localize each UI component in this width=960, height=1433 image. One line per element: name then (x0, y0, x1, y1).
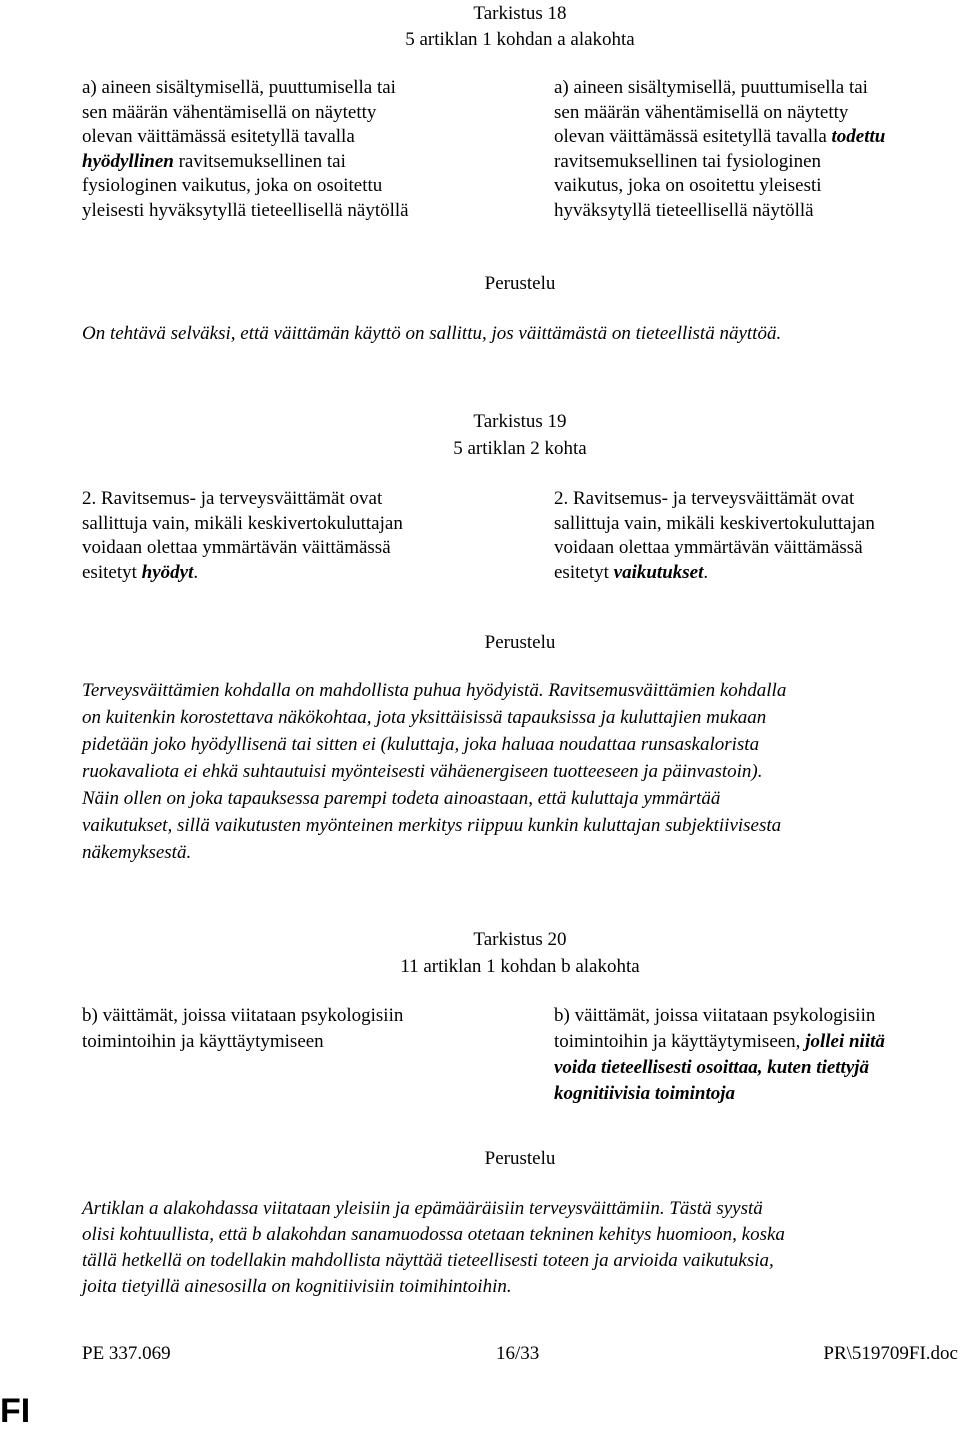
text-line (82, 561, 512, 586)
text-fragment: . (193, 561, 199, 583)
text-line: Terveysväittämien kohdalla on mahdollista puhua hyödyistä. Ravitsemusväittämien kohdalla (82, 680, 787, 701)
text-line: ruokavaliota ei ehkä suhtautuisi myönteisesti vähäenergiseen tuotteeseen ja päinvastoin). (82, 761, 763, 782)
inserted-text-emphasis: todettu (831, 126, 886, 147)
text-line: sen määrän vähentämisellä on näytetty (82, 101, 377, 123)
text-fragment: esitetyt (82, 561, 142, 583)
amendment-20-justification-label: Perustelu (484, 1148, 556, 1169)
text-line: Näin ollen on joka tapauksessa parempi todeta ainoastaan, että kuluttaja ymmärtää (82, 788, 721, 809)
language-code: FI (0, 1392, 31, 1430)
amendment-19-amended-text (554, 487, 960, 585)
footer-doc-ref: PE 337.069 (82, 1343, 171, 1364)
text-fragment: esitetyt (554, 561, 614, 583)
text-line: toimintoihin ja käyttäytymiseen (82, 1031, 324, 1052)
text-line (554, 561, 960, 586)
inserted-text-line: voida tieteellisesti osoittaa, kuten tiettyjä (554, 1057, 870, 1078)
amendment-20-title: Tarkistus 20 (473, 929, 567, 950)
amendment-20-subtitle: 11 artiklan 1 kohdan b alakohta (400, 956, 640, 977)
text-line: pidetään joko hyödyllisenä tai sitten ei (kuluttaja, joka haluaa noudattaa runsaskalorista (82, 734, 760, 755)
text-line: fysiologinen vaikutus, joka on osoitettu (82, 175, 383, 196)
text-line: vaikutukset, sillä vaikutusten myönteinen merkitys riippuu kunkin kuluttajan subjektiivisesta (82, 815, 782, 836)
text-line: tällä hetkellä on todellakin mahdollista näyttää tieteellisesti toteen ja arvioida vaikutuksia, (82, 1250, 774, 1271)
amendment-20-original-text (82, 1003, 512, 1055)
amendment-18-subtitle: 5 artiklan 1 kohdan a alakohta (405, 29, 635, 50)
text-line: a) aineen sisältymisellä, puuttumisella tai (554, 77, 868, 98)
text-line: b) väittämät, joissa viitataan psykologisiin (82, 1005, 404, 1026)
text-fragment: . (703, 561, 709, 583)
text-line (82, 150, 512, 175)
text-line: olisi kohtuullista, että b alakohdan sanamuodossa otetaan tekninen kehitys huomioon, koska (82, 1224, 785, 1245)
text-line: voidaan olettaa ymmärtävän väittämässä (82, 537, 391, 558)
amendment-19-title: Tarkistus 19 (473, 411, 567, 432)
amendment-18-original-text (82, 76, 512, 223)
text-line: a) aineen sisältymisellä, puuttumisella tai (82, 77, 396, 98)
text-line: b) väittämät, joissa viitataan psykologisiin (554, 1005, 876, 1026)
amendment-18-amended-text (554, 76, 960, 223)
text-line: voidaan olettaa ymmärtävän väittämässä (554, 537, 863, 558)
text-line: hyväksytyllä tieteellisellä näytöllä (554, 199, 814, 221)
text-line: sallittuja vain, mikäli keskivertokuluttajan (82, 512, 403, 534)
deleted-text-emphasis: hyödyt (141, 561, 194, 583)
amendment-20-amended-text (554, 1003, 960, 1107)
amendment-18-justification-label: Perustelu (484, 273, 556, 294)
text-line: Artiklan a alakohdassa viitataan yleisiin ja epämääräisiin terveysväittämiin. Tästä syystä (82, 1198, 763, 1219)
text-line: olevan väittämässä esitetyllä tavalla (82, 126, 355, 147)
amendment-18-title: Tarkistus 18 (473, 3, 567, 24)
text-line (554, 1029, 960, 1055)
text-line (554, 125, 960, 150)
text-fragment: olevan väittämässä esitetyllä tavalla (554, 126, 832, 147)
inserted-text-line: kognitiivisia toimintoja (554, 1083, 736, 1104)
text-line: yleisesti hyväksytyllä tieteellisellä näytöllä (82, 199, 409, 221)
text-line: vaikutus, joka on osoitettu yleisesti (554, 175, 822, 196)
text-line: On tehtävä selväksi, että väittämän käyttö on sallittu, jos väittämästä on tieteellistä näyttöä. (82, 323, 782, 344)
amendment-20-justification (82, 1196, 960, 1300)
text-line: on kuitenkin korostettava näkökohtaa, jota yksittäisissä tapauksissa ja kuluttajien mukaan (82, 707, 767, 728)
amendment-19-subtitle: 5 artiklan 2 kohta (453, 438, 587, 459)
amendment-19-original-text (82, 487, 512, 585)
text-line: sallittuja vain, mikäli keskivertokuluttajan (554, 512, 875, 534)
footer-file-name: PR\519709FI.doc (823, 1343, 958, 1364)
deleted-text-emphasis: hyödyllinen (82, 150, 174, 172)
text-fragment: ravitsemuksellinen tai (173, 150, 346, 172)
inserted-text-emphasis: jollei niitä (805, 1031, 885, 1052)
inserted-text-emphasis: vaikutukset (613, 561, 704, 583)
amendment-18-justification (82, 322, 960, 347)
text-line: sen määrän vähentämisellä on näytetty (554, 101, 849, 123)
text-line: 2. Ravitsemus- ja terveysväittämät ovat (82, 488, 383, 509)
amendment-19-justification-label: Perustelu (484, 632, 556, 653)
text-line: joita tietyillä ainesosilla on kognitiivisiin toimihintoihin. (82, 1276, 512, 1297)
amendment-19-justification (82, 677, 960, 866)
text-line: ravitsemuksellinen tai fysiologinen (554, 150, 822, 172)
text-fragment: toimintoihin ja käyttäytymiseen, (554, 1031, 806, 1052)
text-line: 2. Ravitsemus- ja terveysväittämät ovat (554, 488, 855, 509)
footer-page-number: 16/33 (496, 1343, 540, 1364)
text-line: näkemyksestä. (82, 842, 192, 863)
